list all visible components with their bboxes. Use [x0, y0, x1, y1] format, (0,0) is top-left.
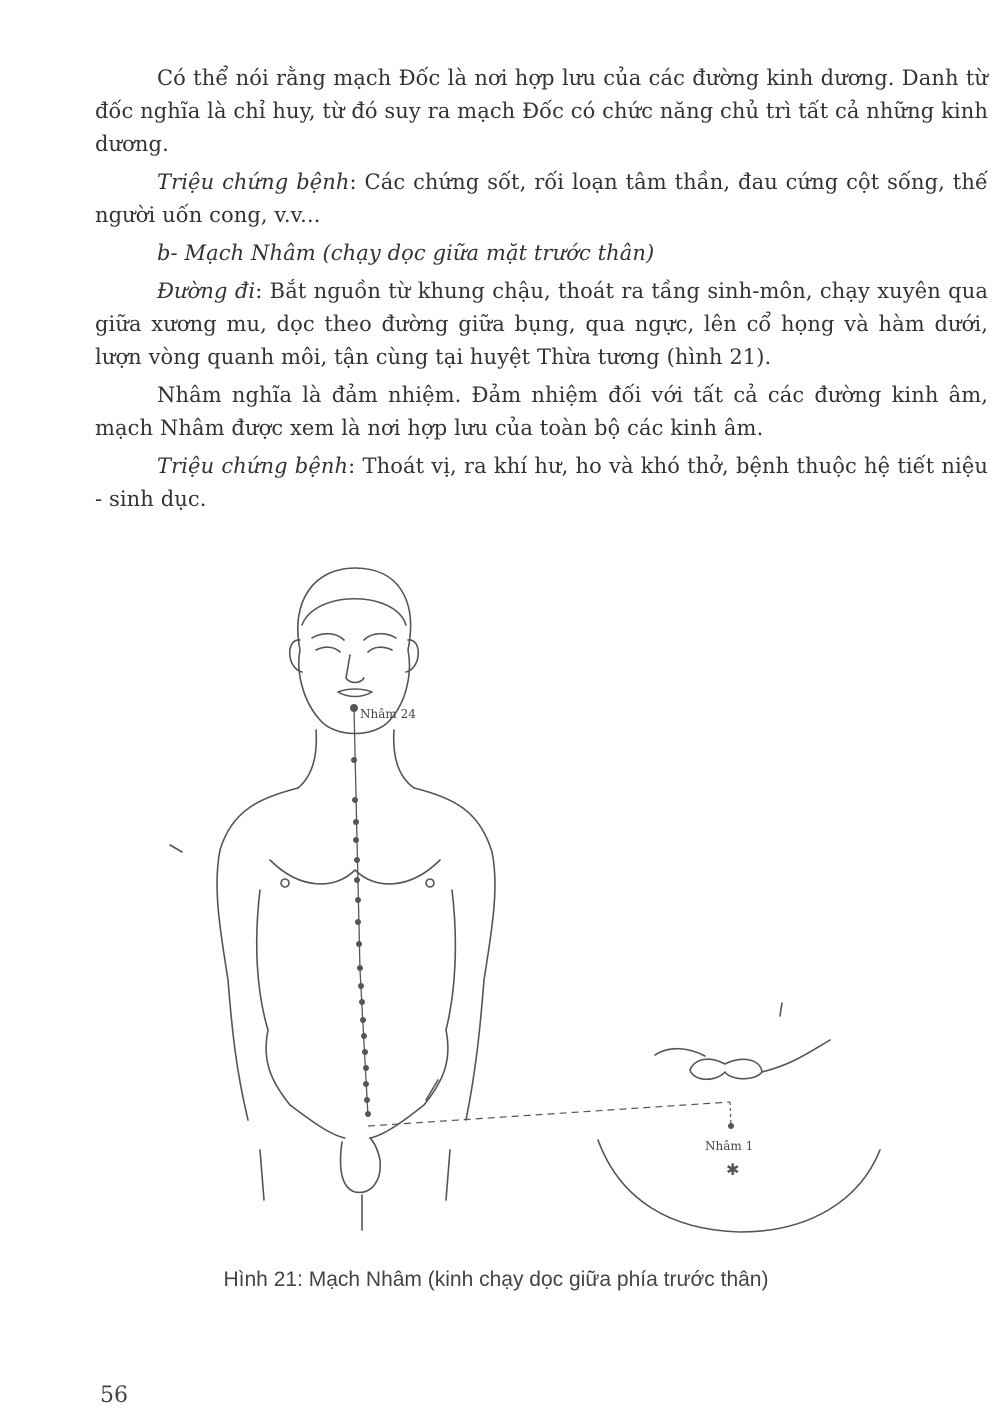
paragraph-4: Nhâm nghĩa là đảm nhiệm. Đảm nhiệm đối với tất cả các đường kinh âm, mạch Nhâm được xem là nơi hợp lưu của toàn bộ các kinh âm. [95, 383, 988, 440]
paragraph-2-label: Triệu chứng bệnh [157, 170, 350, 194]
paragraph-5 [95, 450, 988, 516]
paragraph-1: Có thể nói rằng mạch Đốc là nơi hợp lưu của các đường kinh dương. Danh từ đốc nghĩa là chỉ huy, từ đó suy ra mạch Đốc có chức năng chủ trì tất cả những kinh dương. [95, 66, 988, 156]
left-arm-outline [217, 788, 298, 1120]
section-heading: b- Mạch Nhâm (chạy dọc giữa mặt trước thân) [157, 241, 655, 265]
paragraph-3-text: : Bắt nguồn từ khung chậu, thoát ra tầng sinh-môn, chạy xuyên qua giữa xương mu, dọc theo đường giữa bụng, qua ngực, lên cổ họng và hàm dưới, lượn vòng quanh môi, tận cùng tại huyệt Thừa tương (hình 21). [95, 279, 988, 369]
meridian-figure [150, 560, 990, 1250]
label-nham-24: Nhâm 24 [360, 707, 416, 721]
body-illustration [150, 560, 990, 1250]
right-arm-outline [414, 788, 495, 1120]
body-text [95, 62, 988, 521]
paragraph-3-label: Đường đi [157, 279, 256, 303]
page-number: 56 [100, 1383, 128, 1408]
star-marker-icon: ✱ [726, 1160, 740, 1179]
paragraph-3 [95, 275, 988, 374]
paragraph-2 [95, 166, 988, 232]
paragraph-5-text: : Thoát vị, ra khí hư, ho và khó thở, bệnh thuộc hệ tiết niệu - sinh dục. [95, 454, 988, 511]
figure-caption: Hình 21: Mạch Nhâm (kinh chạy dọc giữa phía trước thân) [223, 1268, 769, 1291]
paragraph-2-text: : Các chứng sốt, rối loạn tâm thần, đau cứng cột sống, thế người uốn cong, v.v... [95, 170, 988, 227]
paragraph-5-label: Triệu chứng bệnh [157, 454, 349, 478]
label-nham-1: Nhâm 1 [705, 1139, 754, 1153]
